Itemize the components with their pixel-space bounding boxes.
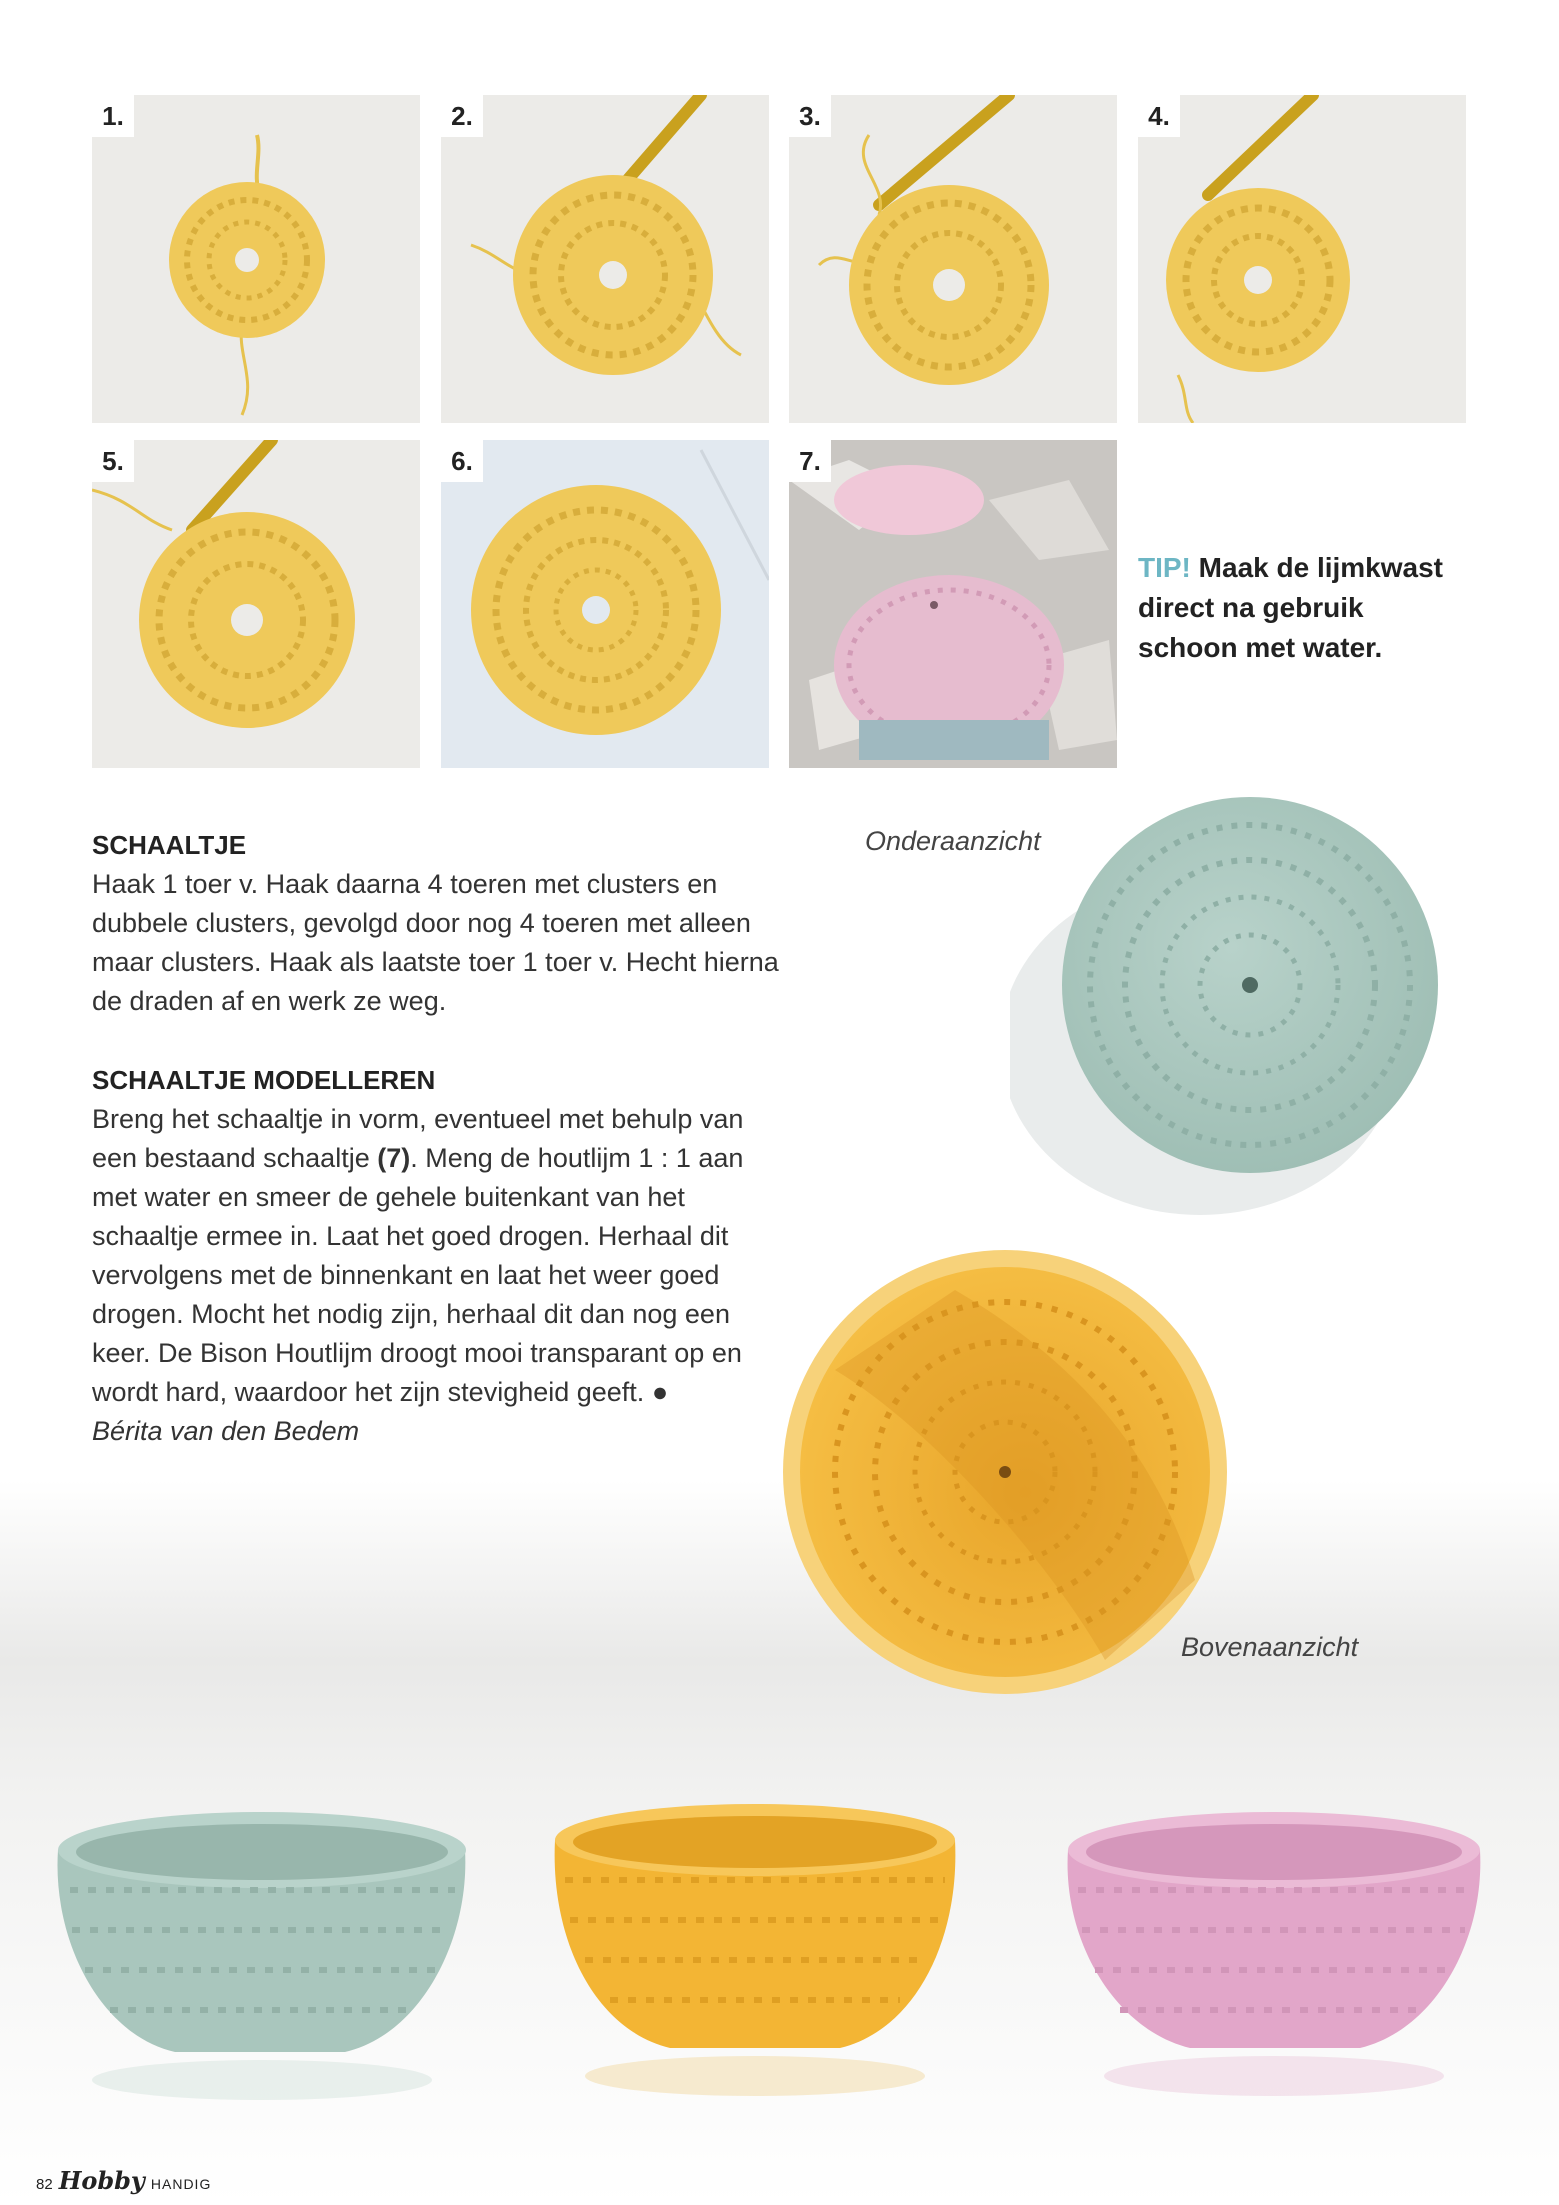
yellow-bowl	[555, 1804, 956, 2048]
body-text: Breng het schaaltje in vorm, eventueel met behulp van een bestaand schaaltje	[92, 1104, 744, 1173]
step-2-illustration	[441, 95, 769, 423]
magazine-logo-hobby: Hobby	[58, 2166, 145, 2195]
page-footer	[36, 2166, 211, 2195]
step-7-illustration	[789, 440, 1117, 768]
step-1-illustration	[92, 95, 420, 423]
bowl-bottom-view-photo	[1010, 765, 1460, 1215]
bottom-view-caption: Onderaanzicht	[865, 826, 1041, 856]
step-6-illustration	[441, 440, 769, 768]
mint-bowl	[57, 1812, 466, 2052]
step-4-illustration	[1138, 95, 1466, 423]
tip-text: Maak de lijmkwast direct na gebruik schoon met water.	[1138, 552, 1443, 663]
body-text: . Meng de houtlijm 1 : 1 aan met water en smeer de gehele buitenkant van het schaaltje ermee in. Laat het goed drogen. Herhaal dit vervolgens met de binnenkant en laat het weer goed drogen. Mocht het nodig zijn, herhaal dit dan nog een keer. De Bison Houtlijm droogt mooi transparant op en wordt hard, waardoor het zijn stevigheid geeft. ●	[92, 1143, 744, 1407]
step-photo-2	[441, 95, 769, 423]
section-heading: SCHAALTJE MODELLEREN	[92, 1065, 436, 1095]
section-schaaltje-modelleren	[92, 1061, 792, 1451]
step-number: 5.	[92, 440, 134, 482]
bowl-top-view-photo	[775, 1250, 1235, 1710]
step-photo-6	[441, 440, 769, 768]
step-photo-4	[1138, 95, 1466, 423]
step-photo-7	[789, 440, 1117, 768]
tip-box	[1138, 548, 1458, 668]
step-number: 1.	[92, 95, 134, 137]
step-number: 7.	[789, 440, 831, 482]
magazine-logo-handig: HANDIG	[150, 2176, 212, 2192]
author-credit: Bérita van den Bedem	[92, 1416, 360, 1446]
top-view-caption: Bovenaanzicht	[1181, 1632, 1359, 1662]
step-number: 4.	[1138, 95, 1180, 137]
section-body	[92, 1100, 792, 1412]
step-number: 2.	[441, 95, 483, 137]
page-number: 82	[36, 2176, 53, 2193]
section-body: Haak 1 toer v. Haak daarna 4 toeren met clusters en dubbele clusters, gevolgd door nog 4 toeren met alleen maar clusters. Haak als laatste toer 1 toer v. Hecht hierna de draden af en werk ze weg.	[92, 869, 779, 1016]
three-bowls-photo	[0, 1780, 1559, 2205]
pink-bowl	[1068, 1812, 1481, 2048]
tip-label: TIP!	[1138, 552, 1191, 583]
step-photo-3	[789, 95, 1117, 423]
section-heading: SCHAALTJE	[92, 830, 247, 860]
step-photo-5	[92, 440, 420, 768]
step-5-illustration	[92, 440, 420, 768]
step-3-illustration	[789, 95, 1117, 423]
step-number: 6.	[441, 440, 483, 482]
step-number: 3.	[789, 95, 831, 137]
section-schaaltje	[92, 826, 792, 1021]
photo-reference: (7)	[377, 1143, 411, 1173]
step-photo-1	[92, 95, 420, 423]
